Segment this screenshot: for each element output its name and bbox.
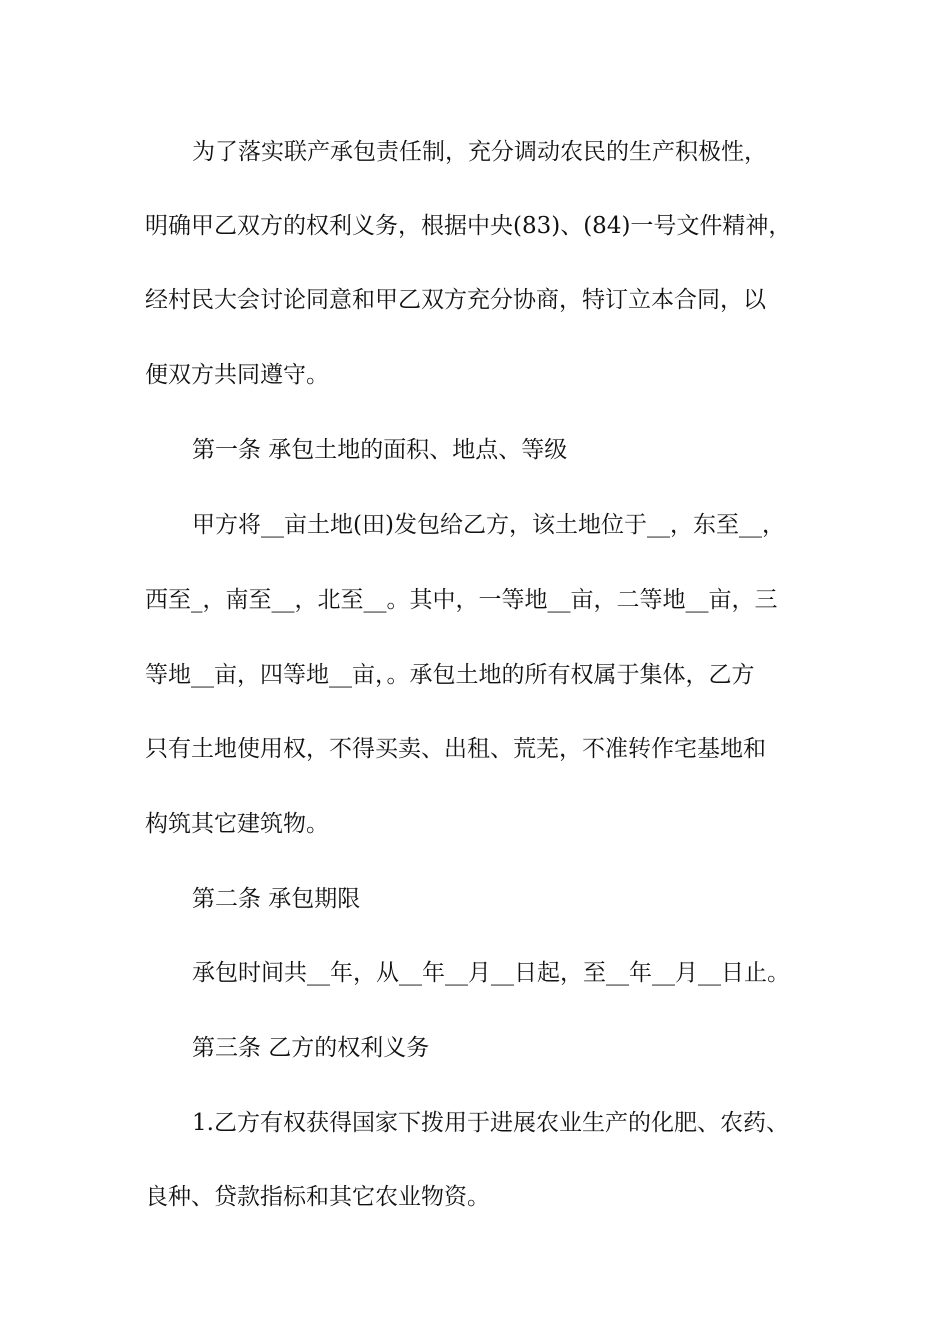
article-1-line-3: 等地__亩，四等地__亩，。承包土地的所有权属于集体，乙方 bbox=[145, 662, 755, 688]
paragraph-intro-line-3: 经村民大会讨论同意和甲乙双方充分协商，特订立本合同，以 bbox=[145, 287, 766, 313]
paragraph-intro-line-2: 明确甲乙双方的权利义务，根据中央(83)、(84)一号文件精神， bbox=[145, 213, 792, 239]
paragraph-intro-line-4: 便双方共同遵守。 bbox=[145, 362, 329, 388]
article-3-item-1-line-1: 1.乙方有权获得国家下拨用于进展农业生产的化肥、农药、 bbox=[192, 1110, 789, 1136]
article-1-line-2: 西至_，南至__，北至__。其中，一等地__亩，二等地__亩，三 bbox=[145, 587, 778, 613]
article-1-line-4: 只有土地使用权，不得买卖、出租、荒芜，不准转作宅基地和 bbox=[145, 736, 766, 762]
article-3-item-1-line-2: 良种、贷款指标和其它农业物资。 bbox=[145, 1184, 490, 1210]
article-3-heading: 第三条 乙方的权利义务 bbox=[192, 1035, 430, 1061]
article-1-line-5: 构筑其它建筑物。 bbox=[145, 811, 329, 837]
paragraph-intro-line-1: 为了落实联产承包责任制，充分调动农民的生产积极性， bbox=[192, 139, 767, 165]
article-2-heading: 第二条 承包期限 bbox=[192, 886, 361, 912]
article-2-line-1: 承包时间共__年，从__年__月__日起，至__年__月__日止。 bbox=[192, 960, 790, 986]
article-1-heading: 第一条 承包土地的面积、地点、等级 bbox=[192, 437, 568, 463]
article-1-line-1: 甲方将__亩土地(田)发包给乙方，该土地位于__，东至__， bbox=[192, 512, 785, 538]
